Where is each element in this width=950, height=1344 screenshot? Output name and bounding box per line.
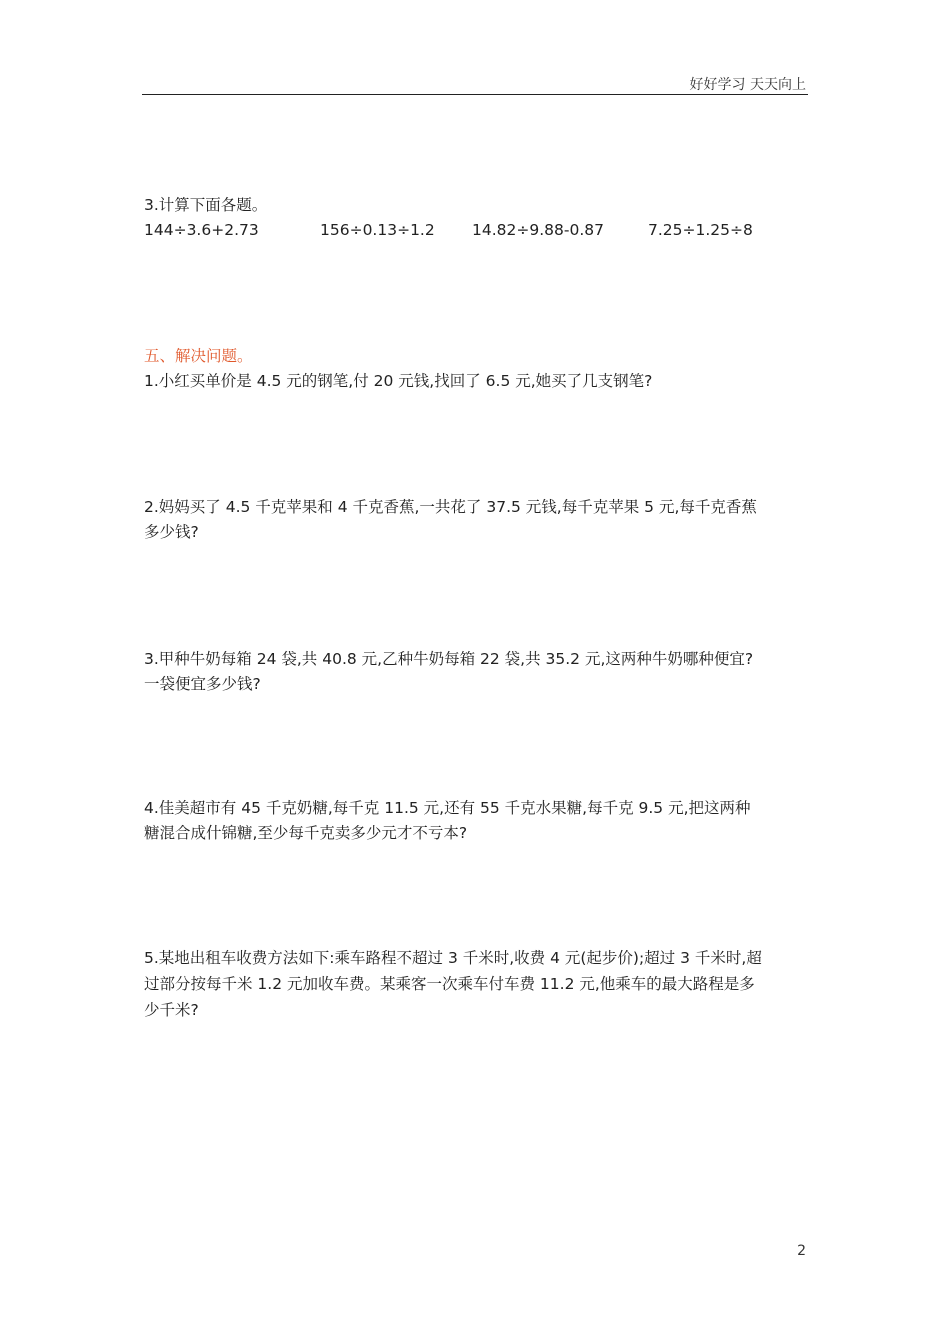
expression-2: 156÷0.13÷1.2 [320,221,435,239]
section-3-title: 3.计算下面各题。 [144,196,268,214]
expression-1: 144÷3.6+2.73 [144,221,259,239]
problem-4-line-1: 4.佳美超市有 45 千克奶糖,每千克 11.5 元,还有 55 千克水果糖,每千克 9.5 元,把这两种 [144,799,751,817]
header-rule [142,94,808,95]
problem-2-line-1: 2.妈妈买了 4.5 千克苹果和 4 千克香蕉,一共花了 37.5 元钱,每千克苹果 5 元,每千克香蕉 [144,498,757,516]
problem-2-line-2: 多少钱? [144,523,199,541]
page-number: 2 [797,1243,806,1259]
section-5-heading: 五、解决问题。 [144,347,253,365]
problem-5-line-3: 少千米? [144,1001,199,1019]
expression-3: 14.82÷9.88-0.87 [472,221,604,239]
problem-3-line-1: 3.甲种牛奶每箱 24 袋,共 40.8 元,乙种牛奶每箱 22 袋,共 35.2 元,这两种牛奶哪种便宜? [144,650,754,668]
problem-3-line-2: 一袋便宜多少钱? [144,675,261,693]
problem-4-line-2: 糖混合成什锦糖,至少每千克卖多少元才不亏本? [144,824,468,842]
expression-4: 7.25÷1.25÷8 [648,221,753,239]
problem-5-line-2: 过部分按每千米 1.2 元加收车费。某乘客一次乘车付车费 11.2 元,他乘车的最大路程是多 [144,975,755,993]
problem-1-line-1: 1.小红买单价是 4.5 元的钢笔,付 20 元钱,找回了 6.5 元,她买了几支钢笔? [144,372,653,390]
header-text: 好好学习 天天向上 [689,77,806,93]
problem-5-line-1: 5.某地出租车收费方法如下:乘车路程不超过 3 千米时,收费 4 元(起步价);超过 3 千米时,超 [144,949,762,967]
